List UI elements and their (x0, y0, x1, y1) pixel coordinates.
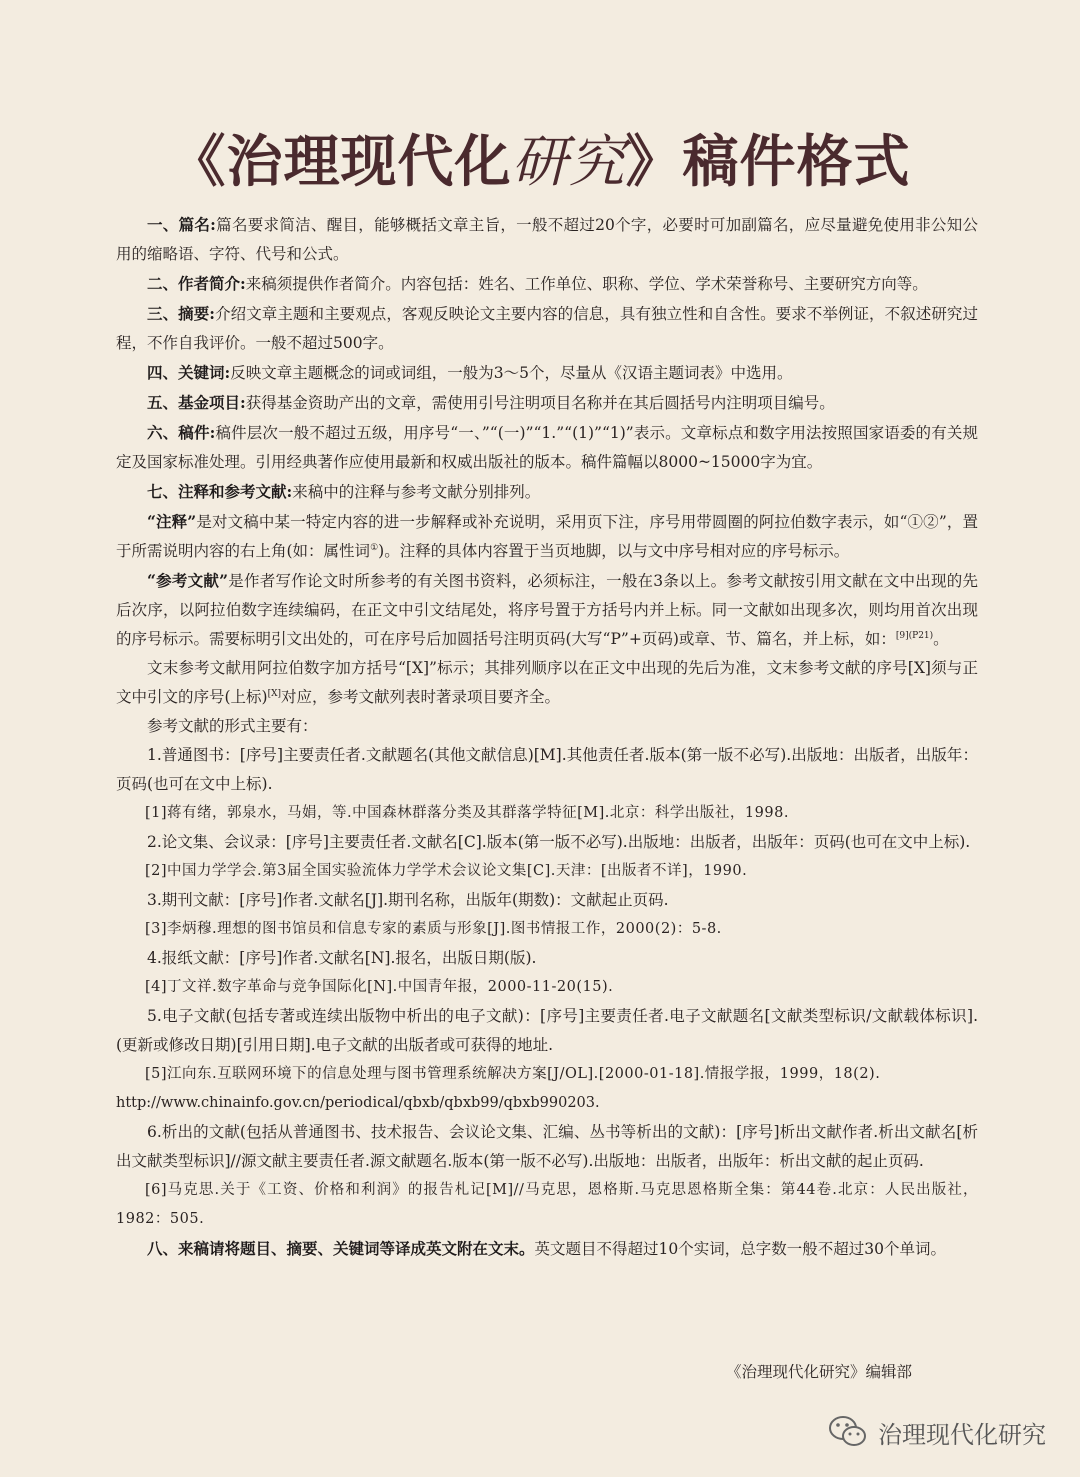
paragraph-end-references: 文末参考文献用阿拉伯数字加方括号“[X]”标示；其排列顺序以在正文中出现的先后为准，文末参考文献的序号[X]须与正文中引文的序号(上标)[X]对应，参考文献列表时著录项目要齐全。 (116, 659, 978, 706)
section-keywords: 四、关键词:反映文章主题概念的词或词组，一般为3～5个，尽量从《汉语主题词表》中选用。 (147, 363, 793, 382)
example-book: [1]蒋有绪，郭泉水，马娟，等.中国森林群落分类及其群落学特征[M].北京：科学出版社，1998. (145, 805, 789, 821)
form-book: 1.普通图书：[序号]主要责任者.文献题名(其他文献信息)[M].其他责任者.版本(第一版不必写).出版地：出版者，出版年：页码(也可在文中上标). (116, 746, 978, 793)
example-electronic-url: http://www.chinainfo.gov.cn/periodical/qbxb/qbxb99/qbxb990203. (116, 1095, 600, 1111)
paragraph-references: “参考文献”是作者写作论文时所参考的有关图书资料，必须标注，一般在3条以上。参考文献按引用文献在文中出现的先后次序，以阿拉伯数字连续编码，在正文中引文结尾处，将序号置于方括号内并上标。同一文献如出现多次，则均用首次出现的序号标示。需要标明引文出处的，可在序号后加圆括号注明页码(大写“P”+页码)或章、节、篇名，并上标，如：$^{[9](P21)}$。 (116, 571, 978, 648)
watermark-text: 治理现代化研究 (878, 1420, 1046, 1449)
section-notes-refs: 七、注释和参考文献:来稿中的注释与参考文献分别排列。 (147, 482, 541, 501)
paragraph-notes: “注释”是对文稿中某一特定内容的进一步解释或补充说明，采用页下注，序号用带圆圈的阿拉伯数字表示，如“①②”，置于所需说明内容的右上角(如：属性词①)。注释的具体内容置于当页地脚，以与文中序号相对应的序号标示。 (116, 512, 978, 560)
form-newspaper: 4.报纸文献：[序号]作者.文献名[N].报名，出版日期(版). (147, 949, 537, 967)
section-fund: 五、基金项目:获得基金资助产出的文章，需使用引号注明项目名称并在其后圆括号内注明项目编号。 (147, 393, 835, 412)
section-title-rule: 一、篇名:篇名要求简洁、醒目，能够概括文章主旨，一般不超过20个字，必要时可加副篇名，应尽量避免使用非公知公用的缩略语、字符、代号和公式。 (116, 215, 978, 263)
form-extracted: 6.析出的文献(包括从普通图书、技术报告、会议论文集、汇编、丛书等析出的文献)：[序号]析出文献作者.析出文献名[析出文献类型标识]//源文献主要责任者.源文献题名.版本(第一版不必写).出版地：出版者，出版年：析出文献的起止页码. (116, 1123, 978, 1170)
document-body (116, 210, 978, 1264)
form-proceedings: 2.论文集、会议录：[序号]主要责任者.文献名[C].版本(第一版不必写).出版地：出版者，出版年：页码(也可在文中上标). (147, 833, 971, 851)
form-electronic: 5.电子文献(包括专著或连续出版物中析出的电子文献)：[序号]主要责任者.电子文献题名[文献类型标识/文献载体标识].(更新或修改日期)[引用日期].电子文献的出版者或可获得的地址. (116, 1007, 978, 1054)
example-electronic: [5]江向东.互联网环境下的信息处理与图书管理系统解决方案[J/OL].[2000-01-18].情报学报，1999，18(2). (145, 1066, 881, 1082)
forms-intro: 参考文献的形式主要有： (147, 717, 318, 735)
example-proceedings: [2]中国力学学会.第3届全国实验流体力学学术会议论文集[C].天津：[出版者不详]，1990. (145, 863, 748, 879)
section-abstract: 三、摘要:介绍文章主题和主要观点，客观反映论文主要内容的信息，具有独立性和自含性。要求不举例证，不叙述研究过程，不作自我评价。一般不超过500字。 (116, 304, 978, 352)
editorial-signature: 《治理现代化研究》编辑部 (725, 1363, 912, 1381)
title-calligraphy: 研究 (511, 130, 626, 195)
example-journal: [3]李炳穆.理想的图书馆员和信息专家的素质与形象[J].图书情报工作，2000(2)：5-8. (145, 921, 722, 937)
form-journal: 3.期刊文献：[序号]作者.文献名[J].期刊名称，出版年(期数)：文献起止页码. (147, 891, 669, 909)
wechat-icon (828, 1415, 868, 1449)
section-manuscript: 六、稿件:稿件层次一般不超过五级，用序号“一、”“(一)”“1.”“(1)”“1)”表示。文章标点和数字用法按照国家语委的有关规定及国家标准处理。引用经典著作应使用最新和权威出版社的版本。稿件篇幅以8000~15000字为宜。 (116, 423, 978, 471)
page-title: 《治理现代化研究》稿件格式 (169, 130, 911, 195)
example-extracted: [6]马克思.关于《工资、价格和利润》的报告札记[M]//马克思，恩格斯.马克思恩格斯全集：第44卷.北京：人民出版社，1982：505. (116, 1182, 978, 1227)
watermark (828, 1412, 1046, 1452)
example-newspaper: [4]丁文祥.数字革命与竞争国际化[N].中国青年报，2000-11-20(15). (145, 979, 614, 995)
section-author: 二、作者简介:来稿须提供作者简介。内容包括：姓名、工作单位、职称、学位、学术荣誉称号、主要研究方向等。 (147, 274, 928, 293)
section-english: 八、来稿请将题目、摘要、关键词等译成英文附在文末。英文题目不得超过10个实词，总字数一般不超过30个单词。 (147, 1239, 946, 1258)
